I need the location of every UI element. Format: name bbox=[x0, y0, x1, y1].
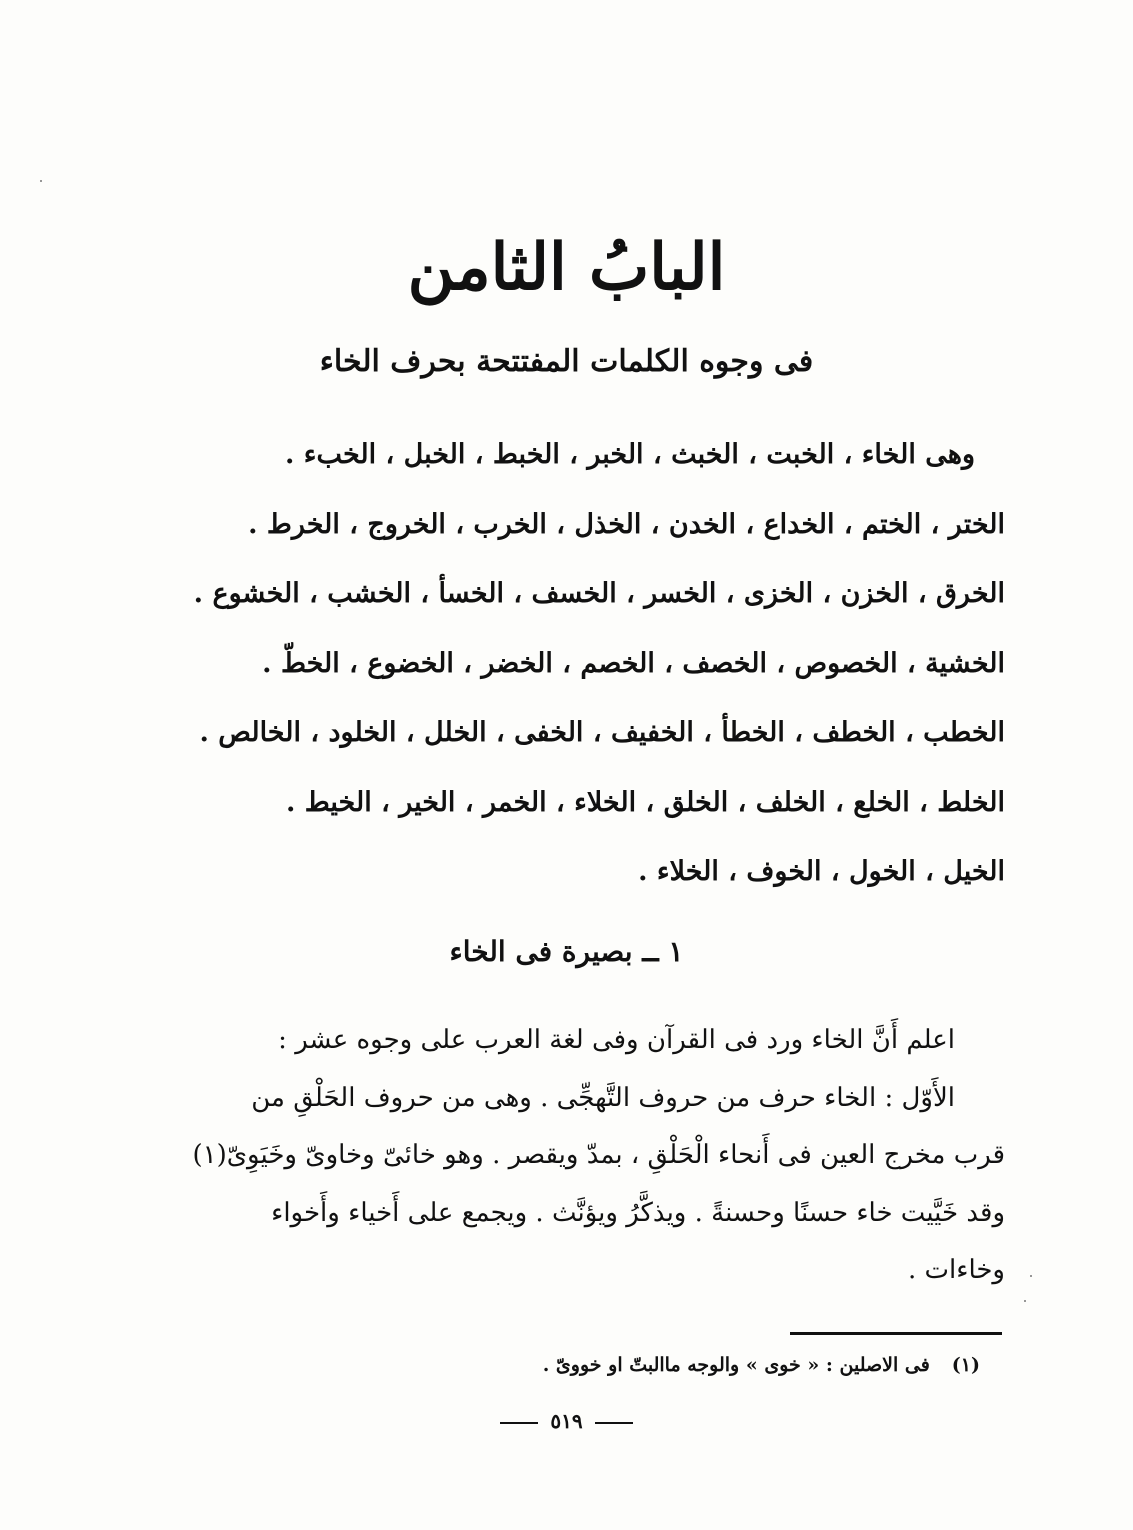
word-list-line: الخرق ، الخزن ، الخزى ، الخسر ، الخسف ، الخسأ ، الخشب ، الخشوع . bbox=[193, 578, 1005, 609]
body-line: وخاءات . bbox=[907, 1255, 1005, 1285]
body-line: قرب مخرج العين فى أَنحاء الْحَلْقِ ، بمدّ ويقصر . وهو خائىّ وخاوىّ وخَيَوِىّ(١) bbox=[192, 1140, 1005, 1170]
page-number-dash bbox=[500, 1422, 538, 1424]
page-number-value: ٥١٩ bbox=[550, 1409, 583, 1433]
footnote bbox=[150, 1350, 980, 1380]
word-list-line: الختر ، الختم ، الخداع ، الخدن ، الخذل ، الخرب ، الخروج ، الخرط . bbox=[248, 508, 1005, 540]
section-heading: ١ ــ بصيرة فى الخاء bbox=[449, 935, 684, 968]
scan-speck bbox=[40, 180, 42, 182]
footnote-divider bbox=[790, 1332, 1002, 1335]
footnote-marker: (١) bbox=[951, 1354, 980, 1376]
chapter-subtitle: فى وجوه الكلمات المفتتحة بحرف الخاء bbox=[319, 344, 814, 379]
word-list-line: الخلط ، الخلع ، الخلف ، الخلق ، الخلاء ، الخمر ، الخير ، الخيط . bbox=[285, 786, 1005, 818]
chapter-title: البابُ الثامن bbox=[407, 230, 726, 305]
page-number-dash bbox=[595, 1422, 633, 1424]
body-paragraph bbox=[150, 1012, 1005, 1300]
word-list-line: وهى الخاء ، الخبت ، الخبث ، الخبر ، الخبط ، الخبل ، الخبء . bbox=[284, 439, 975, 470]
scan-speck bbox=[1024, 1300, 1026, 1302]
body-line: اعلم أَنَّ الخاء ورد فى القرآن وفى لغة العرب على وجوه عشر : bbox=[278, 1025, 955, 1055]
page-number bbox=[0, 1404, 1133, 1438]
word-list-line: الخشية ، الخصوص ، الخصف ، الخصم ، الخضر ، الخضوع ، الخطّ . bbox=[262, 647, 1005, 679]
footnote-text: فى الاصلين : « خوى » والوجه ماالبتّ او خووىّ . bbox=[542, 1354, 930, 1376]
word-list-line: الخطب ، الخطف ، الخطأ ، الخفيف ، الخفى ، الخلل ، الخلود ، الخالص . bbox=[199, 717, 1005, 748]
body-line: الأَوّل : الخاء حرف من حروف التَّهجِّى . وهى من حروف الحَلْقِ من bbox=[251, 1082, 955, 1113]
word-list bbox=[150, 420, 1005, 907]
word-list-line: الخيل ، الخول ، الخوف ، الخلاء . bbox=[638, 856, 1005, 887]
body-line: وقد خَيَّيت خاء حسنًا وحسنةً . ويذكَّرُ ويؤنَّث . ويجمع على أَخياء وأَخواء bbox=[271, 1197, 1005, 1228]
scan-speck bbox=[1030, 1275, 1032, 1277]
